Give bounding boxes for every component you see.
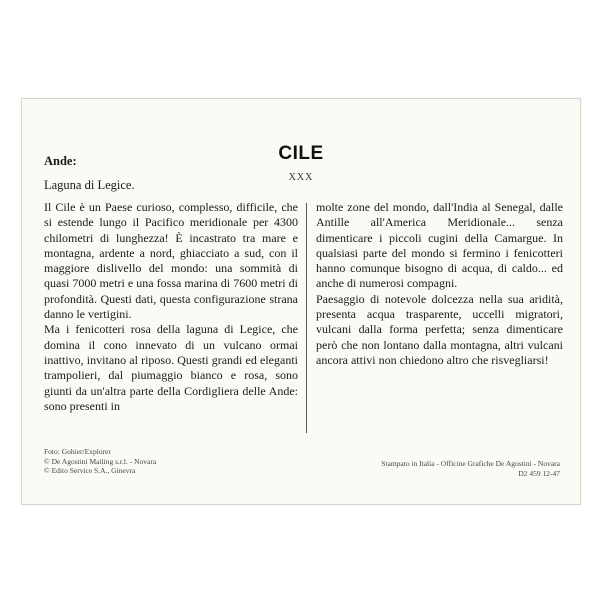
paragraph: Il Cile è un Paese curioso, complesso, difficile, che si estende lungo il Pacifico meridionale per 4300 chilometri di lunghezza! È incastrato tra mare e montagna, ardente a nord, ghiacciato a sud, con il maggiore dislivello del mondo: una sommità di quasi 7000 metri e una fossa marina di 7600 metri di profondità. Questi dati, questa configurazione strana danno le vertigini.	[44, 200, 298, 322]
credit-line: © Edito Service S.A., Ginevra	[44, 466, 136, 476]
section-heading: Ande:	[44, 154, 77, 168]
credit-line: Foto: Gohier/Explorer	[44, 447, 111, 456]
postcard-back	[21, 98, 581, 505]
column-divider	[306, 203, 307, 433]
paragraph: Paesaggio di notevole dolcezza nella sua aridità, presenta acqua trasparente, uccelli migratori, vulcani dalla forma perfetta; senza dimenticare però che non lontano dalla montagna, altri vulcani ancora attivi non chiedono altro che risvegliarsi!	[316, 291, 563, 367]
credits	[44, 447, 156, 476]
text-column-left	[44, 200, 298, 414]
text-column-right	[316, 200, 563, 368]
print-line: Stampato in Italia - Officine Grafiche De Agostini - Novara	[381, 459, 560, 468]
paragraph: molte zone del mondo, dall'India al Senegal, dalle Antille all'America Meridionale... senza dimenticare i piccoli cugini della Camargue. In qualsiasi parte del mondo si fermino i fenicotteri hanno comunque bisogno di acqua, di caldo... ed anche di numerosi compagni.	[316, 200, 563, 291]
credit-line: © De Agostini Mailing s.r.l. - Novara	[44, 456, 157, 466]
card-title: CILE	[278, 143, 324, 164]
paragraph: Ma i fenicotteri rosa della laguna di Legice, che domina il cono innevato di un vulcano ormai inattivo, invitano al riposo. Questi grandi ed eleganti trampolieri, dal piumaggio bianco e rosa, sono giunti da un'altra parte della Cordigliera delle Ande: sono presenti in	[44, 322, 298, 413]
subsection-heading: Laguna di Legice.	[44, 178, 135, 192]
card-code: XXX	[288, 172, 314, 183]
print-info	[381, 459, 560, 478]
print-code: D2 459 12-47	[518, 468, 560, 478]
